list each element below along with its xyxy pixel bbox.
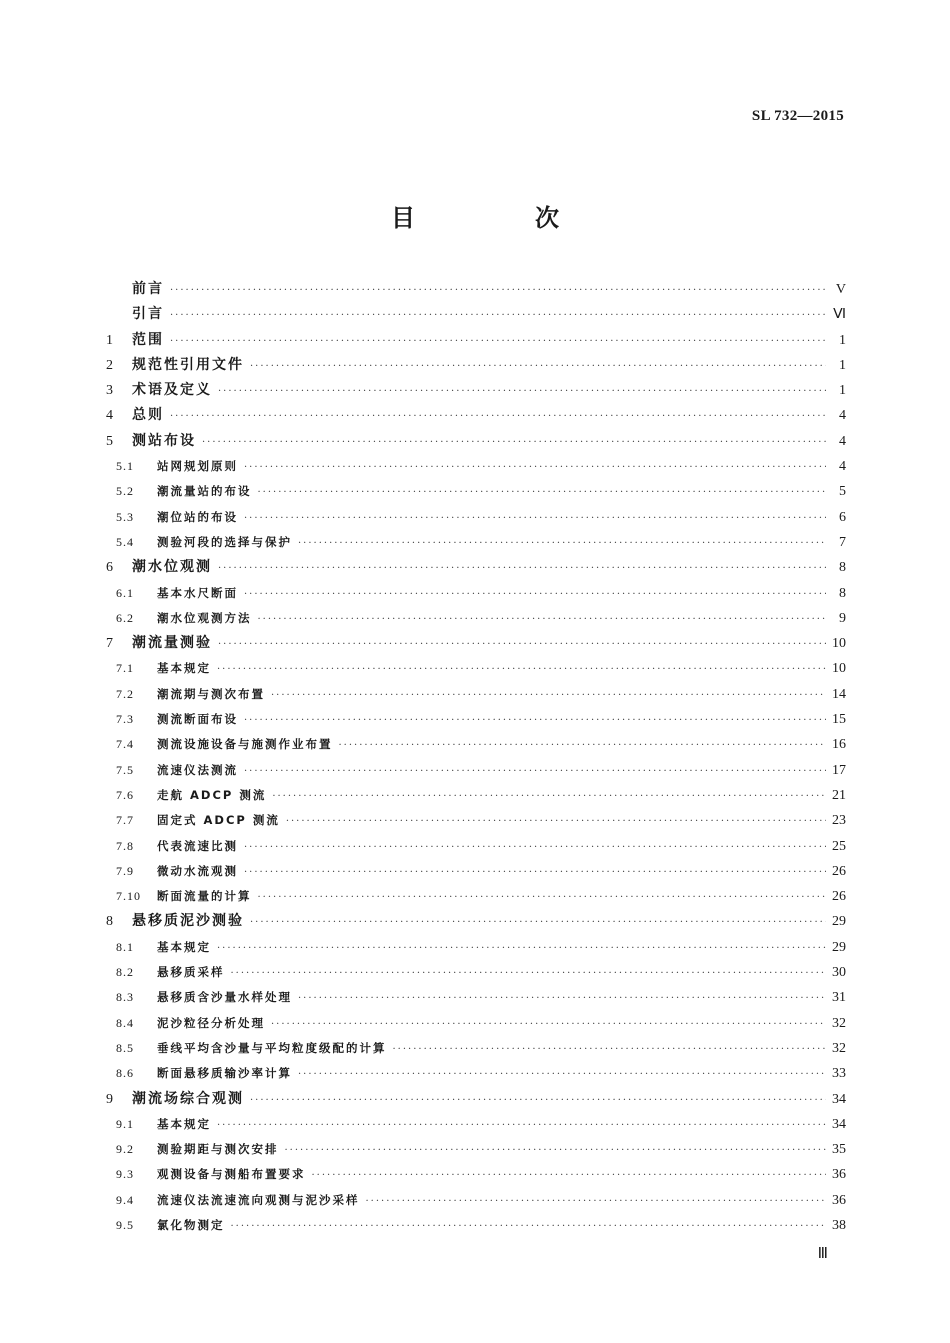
- toc-entry-page: 7: [839, 534, 846, 550]
- toc-entry-number: 7.5: [116, 762, 134, 777]
- toc-entry[interactable]: [106, 378, 846, 403]
- toc-entry[interactable]: [106, 1137, 846, 1162]
- toc-entry-number: 7: [106, 636, 113, 652]
- toc-entry[interactable]: [106, 935, 846, 960]
- dot-leader: [244, 759, 826, 784]
- toc-entry-label: 潮流量测验: [132, 635, 212, 652]
- toc-entry-number: 9: [106, 1091, 113, 1107]
- toc-entry-page: 23: [832, 813, 846, 829]
- toc-entry-label: 断面流量的计算: [157, 889, 252, 904]
- toc-entry-number: 5.1: [116, 459, 134, 474]
- toc-entry-number: 7.7: [116, 813, 134, 828]
- toc-entry-number: 5.2: [116, 484, 134, 499]
- toc-entry-page: 32: [832, 1015, 846, 1031]
- dot-leader: [170, 303, 826, 328]
- toc-entry[interactable]: [106, 530, 846, 555]
- toc-entry-label: 观测设备与测船布置要求: [157, 1167, 306, 1182]
- dot-leader: [217, 936, 826, 961]
- toc-entry[interactable]: [106, 859, 846, 884]
- toc-entry-page: 32: [832, 1040, 846, 1056]
- dot-leader: [258, 885, 827, 910]
- dot-leader: [170, 329, 826, 354]
- toc-entry[interactable]: [106, 1162, 846, 1187]
- toc-entry-label: 前言: [132, 281, 164, 297]
- toc-entry-page: 35: [832, 1142, 846, 1158]
- toc-entry[interactable]: [106, 1036, 846, 1061]
- dot-leader: [217, 657, 826, 682]
- toc-entry-number: 5.3: [116, 509, 134, 524]
- dot-leader: [298, 531, 826, 556]
- toc-entry-page: 38: [832, 1217, 846, 1233]
- toc-entry-page: 26: [832, 863, 846, 879]
- dot-leader: [285, 1138, 827, 1163]
- dot-leader: [217, 1113, 826, 1138]
- toc-entry[interactable]: [106, 909, 846, 934]
- toc-entry-page: 4: [839, 408, 846, 424]
- dot-leader: [218, 556, 826, 581]
- toc-entry[interactable]: [106, 555, 846, 580]
- toc-entry-label: 潮流期与测次布置: [157, 686, 265, 701]
- toc-entry-page: 30: [832, 965, 846, 981]
- standard-code: SL 732—2015: [751, 108, 844, 124]
- toc-entry[interactable]: [106, 707, 846, 732]
- toc-entry-number: 5: [106, 433, 113, 449]
- dot-leader: [170, 278, 826, 303]
- toc-entry-page: 9: [839, 610, 846, 626]
- toc-entry[interactable]: [106, 606, 846, 631]
- toc-entry-page: 34: [832, 1116, 846, 1132]
- toc-entry-number: 9.3: [116, 1167, 134, 1182]
- toc-entry-label: 悬移质泥沙测验: [132, 913, 244, 930]
- toc-entry-label: 流速仪法流速流向观测与泥沙采样: [157, 1192, 360, 1207]
- toc-entry[interactable]: [106, 277, 846, 302]
- toc-entry-label: 潮水位观测方法: [157, 610, 252, 625]
- toc-entry[interactable]: [106, 353, 846, 378]
- toc-entry-number: 8.1: [116, 939, 134, 954]
- toc-entry-page: 17: [832, 762, 846, 778]
- toc-entry-label: 潮流场综合观测: [132, 1090, 244, 1107]
- toc-entry-number: 8.5: [116, 1040, 134, 1055]
- toc-entry-number: 9.4: [116, 1192, 134, 1207]
- dot-leader: [250, 354, 826, 379]
- toc-entry-page: 31: [832, 990, 846, 1006]
- toc-entry-number: 7.2: [116, 686, 134, 701]
- toc-entry[interactable]: [106, 682, 846, 707]
- toc-entry[interactable]: [106, 1087, 846, 1112]
- toc-entry-label: 基本规定: [157, 1116, 211, 1131]
- toc-entry-label: 微动水流观测: [157, 863, 238, 878]
- toc-entry-number: 7.1: [116, 661, 134, 676]
- toc-entry[interactable]: [106, 884, 846, 909]
- toc-entry-number: 4: [106, 408, 113, 424]
- toc-entry-number: 6: [106, 560, 113, 576]
- toc-entry[interactable]: [106, 656, 846, 681]
- toc-entry[interactable]: [106, 985, 846, 1010]
- dot-leader: [244, 835, 826, 860]
- toc-entry-page: 1: [839, 332, 846, 348]
- dot-leader: [298, 1062, 826, 1087]
- toc-entry[interactable]: [106, 758, 846, 783]
- toc-entry-page: 6: [839, 509, 846, 525]
- toc-entry-label: 潮流量站的布设: [157, 484, 252, 499]
- dot-leader: [250, 1088, 826, 1113]
- toc-entry-page: 34: [832, 1091, 846, 1107]
- toc-entry[interactable]: [106, 1188, 846, 1213]
- dot-leader: [170, 404, 826, 429]
- toc-entry[interactable]: [106, 732, 846, 757]
- toc-entry-page: 8: [839, 560, 846, 576]
- toc-entry-label: 规范性引用文件: [132, 356, 244, 373]
- toc-entry-label: 站网规划原则: [157, 459, 238, 474]
- toc-entry-number: 7.6: [116, 787, 134, 802]
- toc-entry[interactable]: [106, 1061, 846, 1086]
- toc-entry-label: 流速仪法测流: [157, 762, 238, 777]
- toc-entry[interactable]: [106, 403, 846, 428]
- toc-entry-page: 25: [832, 838, 846, 854]
- dot-leader: [231, 961, 827, 986]
- toc-entry-number: 8.4: [116, 1015, 134, 1030]
- dot-leader: [258, 480, 827, 505]
- toc-entry[interactable]: [106, 960, 846, 985]
- toc-entry[interactable]: [106, 479, 846, 504]
- toc-entry-label: 悬移质含沙量水样处理: [157, 990, 292, 1005]
- toc-entry[interactable]: [106, 808, 846, 833]
- toc-entry-number: 7.10: [116, 889, 141, 904]
- toc-entry-number: 2: [106, 357, 113, 373]
- toc-entry-number: 8.3: [116, 990, 134, 1005]
- toc-entry-number: 9.5: [116, 1217, 134, 1232]
- dot-leader: [258, 607, 827, 632]
- toc-entry-page: 15: [832, 712, 846, 728]
- toc-entry[interactable]: [106, 1011, 846, 1036]
- toc-entry[interactable]: [106, 783, 846, 808]
- toc-entry-page: 10: [832, 661, 846, 677]
- dot-leader: [244, 582, 826, 607]
- toc-entry[interactable]: [106, 302, 846, 327]
- toc-entry-page: 10: [832, 636, 846, 652]
- toc-entry-label: 测流设施设备与施测作业布置: [157, 737, 333, 752]
- dot-leader: [250, 910, 826, 935]
- toc-entry-page: 36: [832, 1192, 846, 1208]
- toc-entry[interactable]: [106, 834, 846, 859]
- dot-leader: [339, 733, 827, 758]
- toc-entry-page: 14: [832, 686, 846, 702]
- dot-leader: [231, 1214, 827, 1239]
- toc-entry[interactable]: [106, 429, 846, 454]
- toc-entry-page: 16: [832, 737, 846, 753]
- toc-entry-label: 泥沙粒径分析处理: [157, 1015, 265, 1030]
- toc-entry-label: 测流断面布设: [157, 712, 238, 727]
- toc-entry-number: 6.1: [116, 585, 134, 600]
- toc-entry-page: 36: [832, 1167, 846, 1183]
- toc-entry-page: 29: [832, 914, 846, 930]
- table-of-contents: [106, 277, 846, 1238]
- dot-leader: [202, 430, 826, 455]
- toc-entry[interactable]: [106, 631, 846, 656]
- toc-entry-number: 8: [106, 914, 113, 930]
- toc-entry-label: 基本水尺断面: [157, 585, 238, 600]
- toc-entry-label: 氯化物测定: [157, 1217, 225, 1232]
- dot-leader: [286, 809, 826, 834]
- toc-entry[interactable]: [106, 328, 846, 353]
- toc-entry-label: 测验期距与测次安排: [157, 1142, 279, 1157]
- toc-entry[interactable]: [106, 581, 846, 606]
- toc-entry-number: 8.6: [116, 1066, 134, 1081]
- toc-entry-label: 悬移质采样: [157, 965, 225, 980]
- toc-entry-label: 潮水位观测: [132, 559, 212, 576]
- toc-entry-label: 垂线平均含沙量与平均粒度级配的计算: [157, 1040, 387, 1055]
- dot-leader: [393, 1037, 827, 1062]
- toc-entry-page: 21: [832, 787, 846, 803]
- toc-entry-label: 引言: [132, 306, 164, 323]
- toc-entry-label: 断面悬移质输沙率计算: [157, 1066, 292, 1081]
- toc-entry-number: 8.2: [116, 965, 134, 980]
- page-number: Ⅲ: [817, 1246, 828, 1262]
- toc-entry-page: Ⅵ: [833, 307, 846, 323]
- toc-entry-number: 7.9: [116, 863, 134, 878]
- toc-entry-page: 5: [839, 484, 846, 500]
- toc-entry-label: 测站布设: [132, 432, 196, 449]
- toc-entry-page: V: [835, 282, 846, 297]
- dot-leader: [244, 455, 826, 480]
- toc-entry-page: 26: [832, 889, 846, 905]
- toc-entry[interactable]: [106, 1213, 846, 1238]
- toc-title: 目 次: [391, 204, 607, 232]
- dot-leader: [271, 683, 826, 708]
- toc-entry[interactable]: [106, 505, 846, 530]
- dot-leader: [244, 506, 826, 531]
- dot-leader: [244, 708, 826, 733]
- dot-leader: [244, 860, 826, 885]
- toc-entry-label: 基本规定: [157, 661, 211, 676]
- toc-entry-page: 33: [832, 1066, 846, 1082]
- toc-entry-page: 1: [839, 357, 846, 373]
- toc-entry-label: 基本规定: [157, 939, 211, 954]
- dot-leader: [218, 632, 826, 657]
- toc-entry-label: 潮位站的布设: [157, 509, 238, 524]
- toc-entry-label: 总则: [132, 407, 164, 424]
- toc-entry-label: 代表流速比测: [157, 838, 238, 853]
- dot-leader: [272, 784, 826, 809]
- toc-entry-number: 7.4: [116, 737, 134, 752]
- toc-entry-label: 范围: [132, 331, 164, 348]
- toc-entry-page: 8: [839, 585, 846, 601]
- dot-leader: [312, 1163, 827, 1188]
- toc-entry-number: 5.4: [116, 534, 134, 549]
- dot-leader: [218, 379, 826, 404]
- dot-leader: [298, 986, 826, 1011]
- toc-entry-page: 1: [839, 383, 846, 399]
- toc-entry-page: 4: [839, 433, 846, 449]
- toc-entry[interactable]: [106, 1112, 846, 1137]
- toc-entry[interactable]: [106, 454, 846, 479]
- dot-leader: [366, 1189, 827, 1214]
- toc-entry-number: 3: [106, 383, 113, 399]
- toc-entry-page: 4: [839, 459, 846, 475]
- toc-entry-number: 7.3: [116, 712, 134, 727]
- toc-entry-label: 走航 ADCP 测流: [157, 787, 267, 802]
- toc-entry-number: 9.2: [116, 1142, 134, 1157]
- toc-entry-label: 术语及定义: [132, 382, 212, 399]
- toc-entry-number: 6.2: [116, 610, 134, 625]
- toc-entry-number: 1: [106, 332, 113, 348]
- toc-entry-number: 7.8: [116, 838, 134, 853]
- toc-entry-label: 固定式 ADCP 测流: [157, 813, 280, 828]
- dot-leader: [271, 1012, 826, 1037]
- toc-entry-label: 测验河段的选择与保护: [157, 534, 292, 549]
- toc-entry-number: 9.1: [116, 1116, 134, 1131]
- toc-entry-page: 29: [832, 939, 846, 955]
